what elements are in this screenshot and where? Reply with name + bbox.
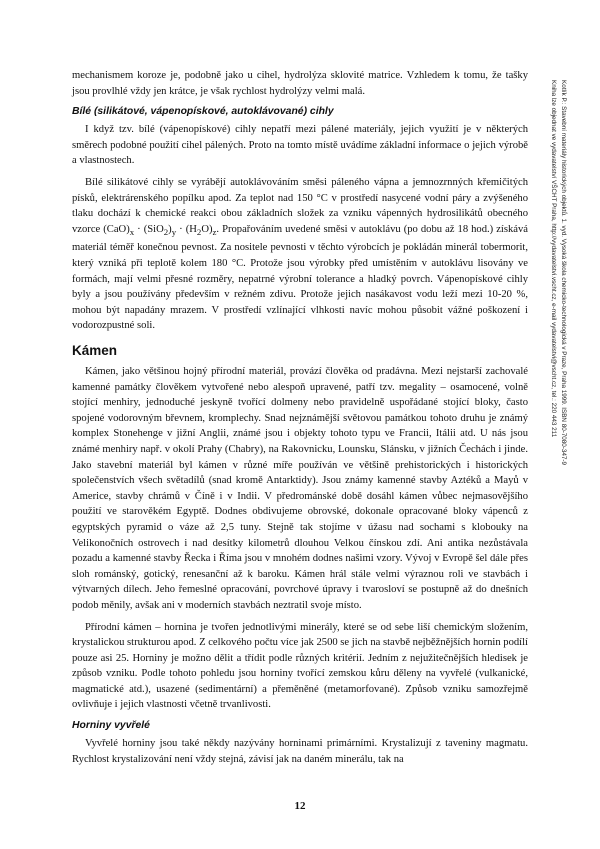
paragraph-with-formula [72, 175, 528, 334]
text: Bílé silikátové cihly se vyrábějí autoklávováním směsi páleného vápna a jemnozrnných křemičitých písků, elektrárenského popílku apod. Za teplot nad 150 °C v prostředí nasycené vodní páry a zvýšeného tlaku dochází k chemické reakci obou základních složek za vzniku vápenných hydrosilikátů obecného vzorce (CaO) [72, 176, 528, 235]
subscript: 2 [196, 226, 202, 237]
subheading-bile-cihly: Bílé (silikátové, vápenopískové, autoklávované) cihly [72, 106, 334, 118]
subscript: z [212, 226, 217, 237]
text: · (SiO [134, 223, 164, 235]
paragraph: Přírodní kámen – hornina je tvořen jednotlivými minerály, které se od sebe liší chemickým složením, krystalickou strukturou apod. Z celkového počtu více jak 2500 se jich na stavbě nejběžnějších hornin podílí pouze asi 25. Horniny je možno dělit a třídit podle různých kritérií. Jedním z nejužitečnějších hledisek je způsob vzniku. Podle tohoto pohledu jsou horniny tvořící zemskou kůru děleny na vyvřelé (vulkanické, magmatické atd.), usazené (sedimentární) a přeměněné (metamorfované). Způsob vzniku samozřejmě ovlivňuje i jejich vlastnosti včetně trvanlivosti. [72, 621, 529, 711]
ordering-info-line: Kniha lze objednat ve vydavatelství VŠCHT Praha, http://vydavatelstvi.vscht.cz, e-mail vydavatelstvi@vscht.cz, tel.: 220 443 211 [550, 80, 558, 438]
citation-sidebar [534, 80, 568, 640]
text: · (H [176, 223, 197, 235]
text: ) [168, 223, 172, 235]
intro-paragraph: mechanismem koroze je, podobně jako u cihel, hydrolýza sklovité matrice. Vzhledem k tomu, že tašky jsou provlhlé vždy jen krátce, je však rychlost hydrolýzy velmi malá. [72, 70, 528, 97]
paragraph: Vyvřelé horniny jsou také někdy nazývány horninami primárními. Krystalizují z taveniny magmatu. Rychlost krystalizování není vždy stejná, závisí jak na daném minerálu, tak na [72, 738, 528, 765]
text: . Propařováním uvedené směsi v autoklávu (po dobu až 18 hod.) získává materiál téměř konečnou pevnost. Za nositele pevnosti v těchto výrobcích je pokládán minerál tobermorit, který vzniká při teplotě kolem 180 °C. Protože jsou výrobky před umístěním v autoklávu lisovány ve formách, mají velmi přesné rozměry, nepatrné výrobní tolerance a hladký povrch. Vápenopískové cihly byly a jsou používány především v režném zdivu. Protože jejich nasákavost vodu leží mezi 10-20 %, mohou být napadány mrazem. V prostředí vzlínající vlhkosti navíc mohou působit vážné poškození i vodorozpustné soli. [72, 223, 528, 332]
text: O) [201, 223, 213, 235]
paragraph: Kámen, jako většinou hojný přírodní materiál, provází člověka od pradávna. Mezi nejstarší zachovalé kamenné památky člověkem vytvořené nebo alespoň upravené, patří tzv. megality – osamocené, volně stojící menhiry, jednoduché jeskyně tvořící dolmeny nebo pravidelně uspořádané stojící bloky, často spojené vodorovným břevnem, kromplechy. Snad nejznámější světovou památkou tohoto druhu je známý komplex Stonehenge v jižní Anglii, známé jsou i objekty tohoto typu ve Francii, Itálii atd. U nás jsou známé menhiry např. v okolí Prahy (Chabry), na Rakovnicku, Lounsku, Slánsku, v jižních Čechách i jinde. Jako stavební materiál byl kámen v různé míře používán ve většině prehistorických i historických společenstvích všech světadílů (snad kromě Antarktidy). Jsou známy kamenné stavby Aztéků a Mayů v Americe, stavby chrámů v Číně i v Indii. V předrománské době dosáhl kámen vůbec nejmasovějšího použití ve starověkém Egyptě. Dodnes obdivujeme obrovské, dokonale opracované bloky vápenců z egyptských pyramid o váze až 2,5 tuny. Stejně tak stojíme v úžasu nad sochami s klobouky na Velikonočních ostrovech i nad desítky kilometrů dlouhou Velkou čínskou zdí. Ani antika nezůstávala pozadu a kamenné stavby Řecka i Říma jsou v mnohém dodnes našimi vzory. Vývoj v Evropě šel dále přes sloh románský, gotický, renesanční až k baroku. Kámen hrál stále velmi výraznou roli ve stavbách i výtvarných dílech. Jeho řemeslné opracování, povrchové úpravy i tvarosloví se postupně až do dnešních podob měnily, avšak ani v moderních stavbách neztratil svoje místo. [72, 366, 528, 611]
citation-line: Kotlík P.: Stavební materiály historických objektů. 1. vyd. Vysoká škola chemicko-technologická v Praze, Praha 1999. ISBN 80-7080-347-9 [560, 80, 567, 466]
paragraph: I když tzv. bílé (vápenopískové) cihly nepatří mezi pálené materiály, jejich využití je v některých směrech podobné použití cihel pálených. Proto na tomto místě uvádíme základní informace o jejich výrobě a vlastnostech. [72, 124, 528, 167]
section-title-kamen: Kámen [72, 343, 118, 359]
subscript: x [129, 226, 135, 237]
subscript: y [171, 226, 177, 237]
subheading-horniny-vyvrele: Horniny vyvřelé [72, 720, 150, 732]
body-text [72, 68, 528, 773]
page-number: 12 [294, 800, 306, 812]
subscript: 2 [163, 226, 169, 237]
